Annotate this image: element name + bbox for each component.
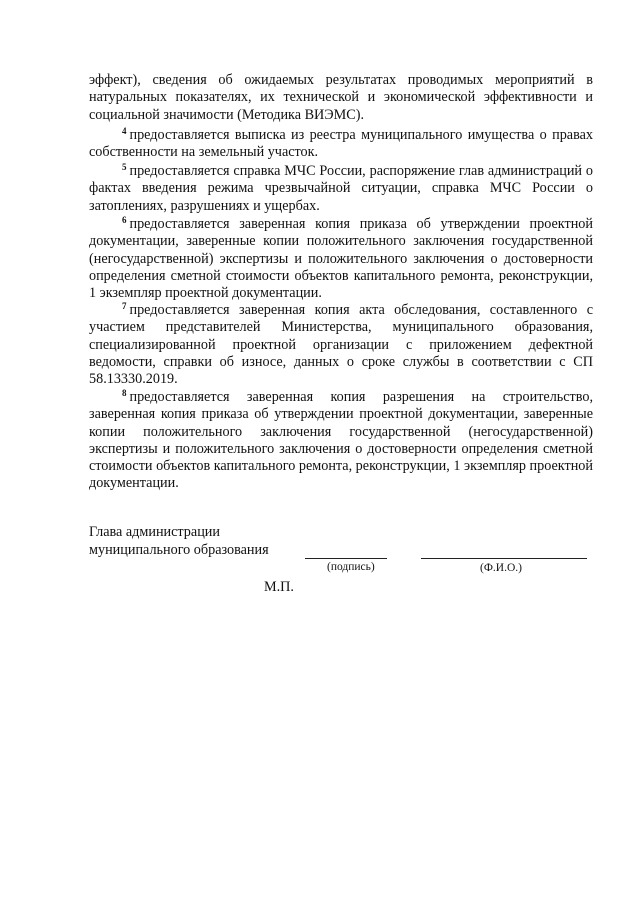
stamp-place-label: М.П. — [264, 579, 294, 595]
footnote-8 — [89, 389, 593, 493]
footnote-marker: 7 — [122, 301, 127, 311]
signatory-title-line2: муниципального образования — [89, 542, 269, 558]
footnote-marker: 8 — [122, 388, 127, 398]
footnote-marker: 6 — [122, 215, 127, 225]
footnote-6 — [89, 216, 593, 302]
footnote-text: предоставляется справка МЧС России, распоряжение глав администраций о фактах введения режима чрезвычайной ситуации, справка МЧС России о затоплениях, разрушениях и ущербах. — [89, 163, 593, 214]
footnote-text: предоставляется заверенная копия приказа об утверждении проектной документации, заверенные копии положительного заключения государственной (негосударственной) экспертизы и положительного заключения о достоверности определения сметной стоимости объектов капитального ремонта, реконструкции, 1 экземпляр проектной документации. — [89, 216, 593, 302]
footnote-marker: 5 — [122, 162, 127, 172]
footnote-marker: 4 — [122, 126, 127, 136]
footnote-4 — [89, 127, 593, 162]
paragraph-text: эффект), сведения об ожидаемых результатах проводимых мероприятий в натуральных показателях, их технической и экономической эффективности и социальной значимости (Методика ВИЭМС). — [89, 72, 593, 123]
signatory-title-line1: Глава администрации — [89, 524, 220, 540]
footnote-5 — [89, 163, 593, 215]
signature-line — [305, 558, 387, 559]
footnote-text: предоставляется выписка из реестра муниципального имущества о правах собственности на земельный участок. — [89, 127, 593, 161]
footnote-text: предоставляется заверенная копия акта обследования, составленного с участием представителей Министерства, муниципального образования, специализированной проектной организации с приложением дефектной ведомости, справки об износе, данных о сроке службы в соответствии с СП 58.13330.2019. — [89, 302, 593, 388]
signature-caption: (подпись) — [327, 561, 375, 573]
footnote-7 — [89, 302, 593, 388]
name-caption: (Ф.И.О.) — [480, 562, 522, 574]
paragraph-continuation — [89, 72, 593, 124]
name-line — [421, 558, 587, 559]
footnote-text: предоставляется заверенная копия разрешения на строительство, заверенная копия приказа об утверждении проектной документации, заверенные копии положительного заключения государственной (негосударственной) экспертизы и положительного заключения о достоверности определения сметной стоимости объектов капитального ремонта, реконструкции, 1 экземпляр проектной документации. — [89, 389, 593, 492]
